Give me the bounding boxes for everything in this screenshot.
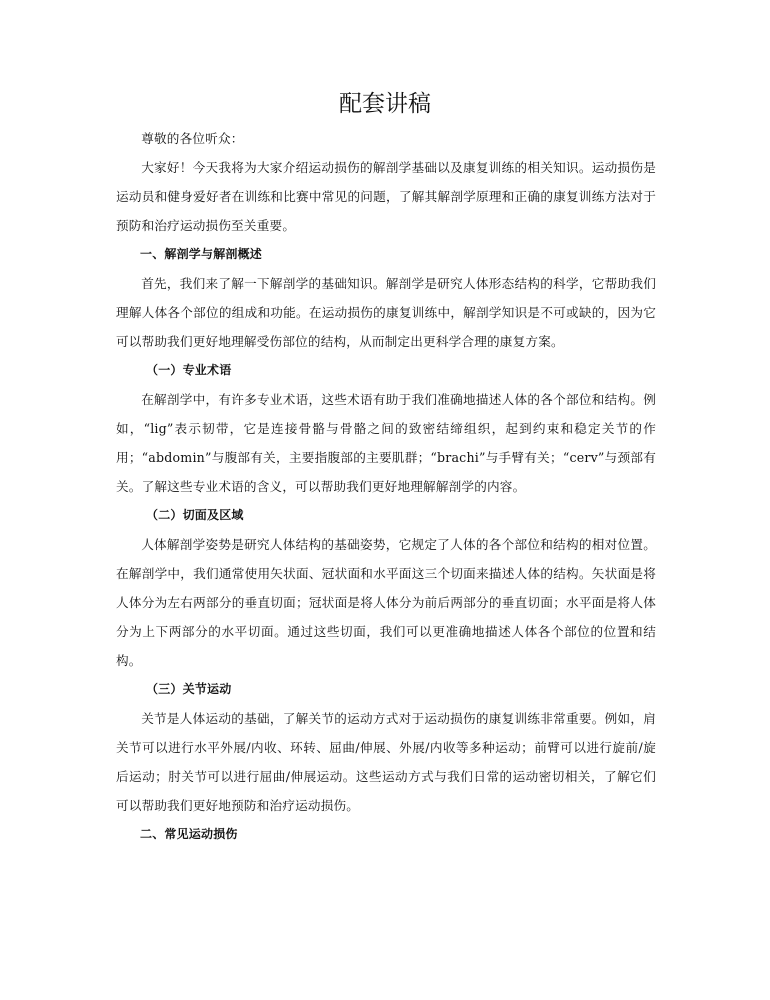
subsection-heading-terminology: （一）专业术语 [146, 363, 232, 377]
subsection-paragraph-joint-movement: 关节是人体运动的基础，了解关节的运动方式对于运动损伤的康复训练非常重要。例如，肩关节可以进行水平外展/内收、环转、屈曲/伸展、外展/内收等多种运动；前臂可以进行旋前/旋后运动；肘关节可以进行屈曲/伸展运动。这些运动方式与我们日常的运动密切相关，了解它们可以帮助我们更好地预防和治疗运动损伤。 [116, 711, 656, 813]
section-heading-anatomy-overview: 一、解剖学与解剖概述 [140, 247, 263, 261]
section-heading-common-injuries: 二、常见运动损伤 [140, 827, 238, 841]
document-title: 配套讲稿 [339, 91, 431, 117]
intro-paragraph: 大家好！今天我将为大家介绍运动损伤的解剖学基础以及康复训练的相关知识。运动损伤是运动员和健身爱好者在训练和比赛中常见的问题，了解其解剖学原理和正确的康复训练方法对于预防和治疗运动损伤至关重要。 [116, 160, 656, 233]
section-paragraph-anatomy-overview: 首先，我们来了解一下解剖学的基础知识。解剖学是研究人体形态结构的科学，它帮助我们理解人体各个部位的组成和功能。在运动损伤的康复训练中，解剖学知识是不可或缺的，因为它可以帮助我们更好地理解受伤部位的结构，从而制定出更科学合理的康复方案。 [116, 276, 656, 349]
subsection-paragraph-terminology: 在解剖学中，有许多专业术语，这些术语有助于我们准确地描述人体的各个部位和结构。例如，“lig”表示韧带，它是连接骨骼与骨骼之间的致密结缔组织，起到约束和稳定关节的作用；“abdomin”与腹部有关，主要指腹部的主要肌群；“brachi”与手臂有关；“cerv”与颈部有关。了解这些专业术语的含义，可以帮助我们更好地理解解剖学的内容。 [116, 392, 656, 494]
subsection-heading-planes: （二）切面及区域 [146, 508, 244, 522]
greeting: 尊敬的各位听众： [141, 131, 244, 146]
document-body [116, 124, 656, 849]
subsection-heading-joint-movement: （三）关节运动 [146, 682, 232, 696]
subsection-paragraph-planes: 人体解剖学姿势是研究人体结构的基础姿势，它规定了人体的各个部位和结构的相对位置。在解剖学中，我们通常使用矢状面、冠状面和水平面这三个切面来描述人体的结构。矢状面是将人体分为左右两部分的垂直切面；冠状面是将人体分为前后两部分的垂直切面；水平面是将人体分为上下两部分的水平切面。通过这些切面，我们可以更准确地描述人体各个部位的位置和结构。 [116, 537, 656, 668]
